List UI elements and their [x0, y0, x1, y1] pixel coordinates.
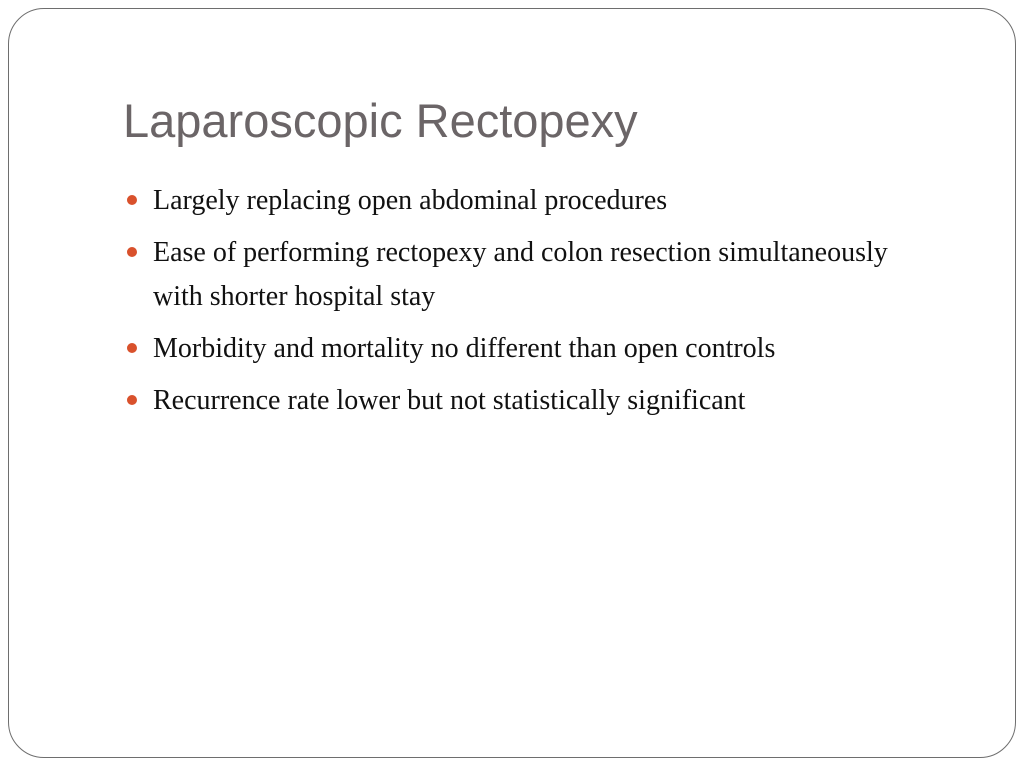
bullet-list — [125, 179, 925, 431]
bullet-dot-icon — [127, 195, 137, 205]
bullet-item — [125, 327, 925, 371]
slide-title: Laparoscopic Rectopexy — [123, 94, 638, 147]
bullet-item — [125, 379, 925, 423]
bullet-item — [125, 179, 925, 223]
bullet-item — [125, 231, 925, 319]
bullet-dot-icon — [127, 395, 137, 405]
slide — [8, 8, 1016, 758]
bullet-dot-icon — [127, 247, 137, 257]
bullet-dot-icon — [127, 343, 137, 353]
bullet-text: Morbidity and mortality no different than open controls — [153, 333, 776, 364]
bullet-text: Ease of performing rectopexy and colon resection simultaneously with shorter hospital stay — [153, 237, 888, 312]
bullet-text: Largely replacing open abdominal procedures — [153, 185, 668, 216]
bullet-text: Recurrence rate lower but not statistically significant — [153, 385, 746, 416]
